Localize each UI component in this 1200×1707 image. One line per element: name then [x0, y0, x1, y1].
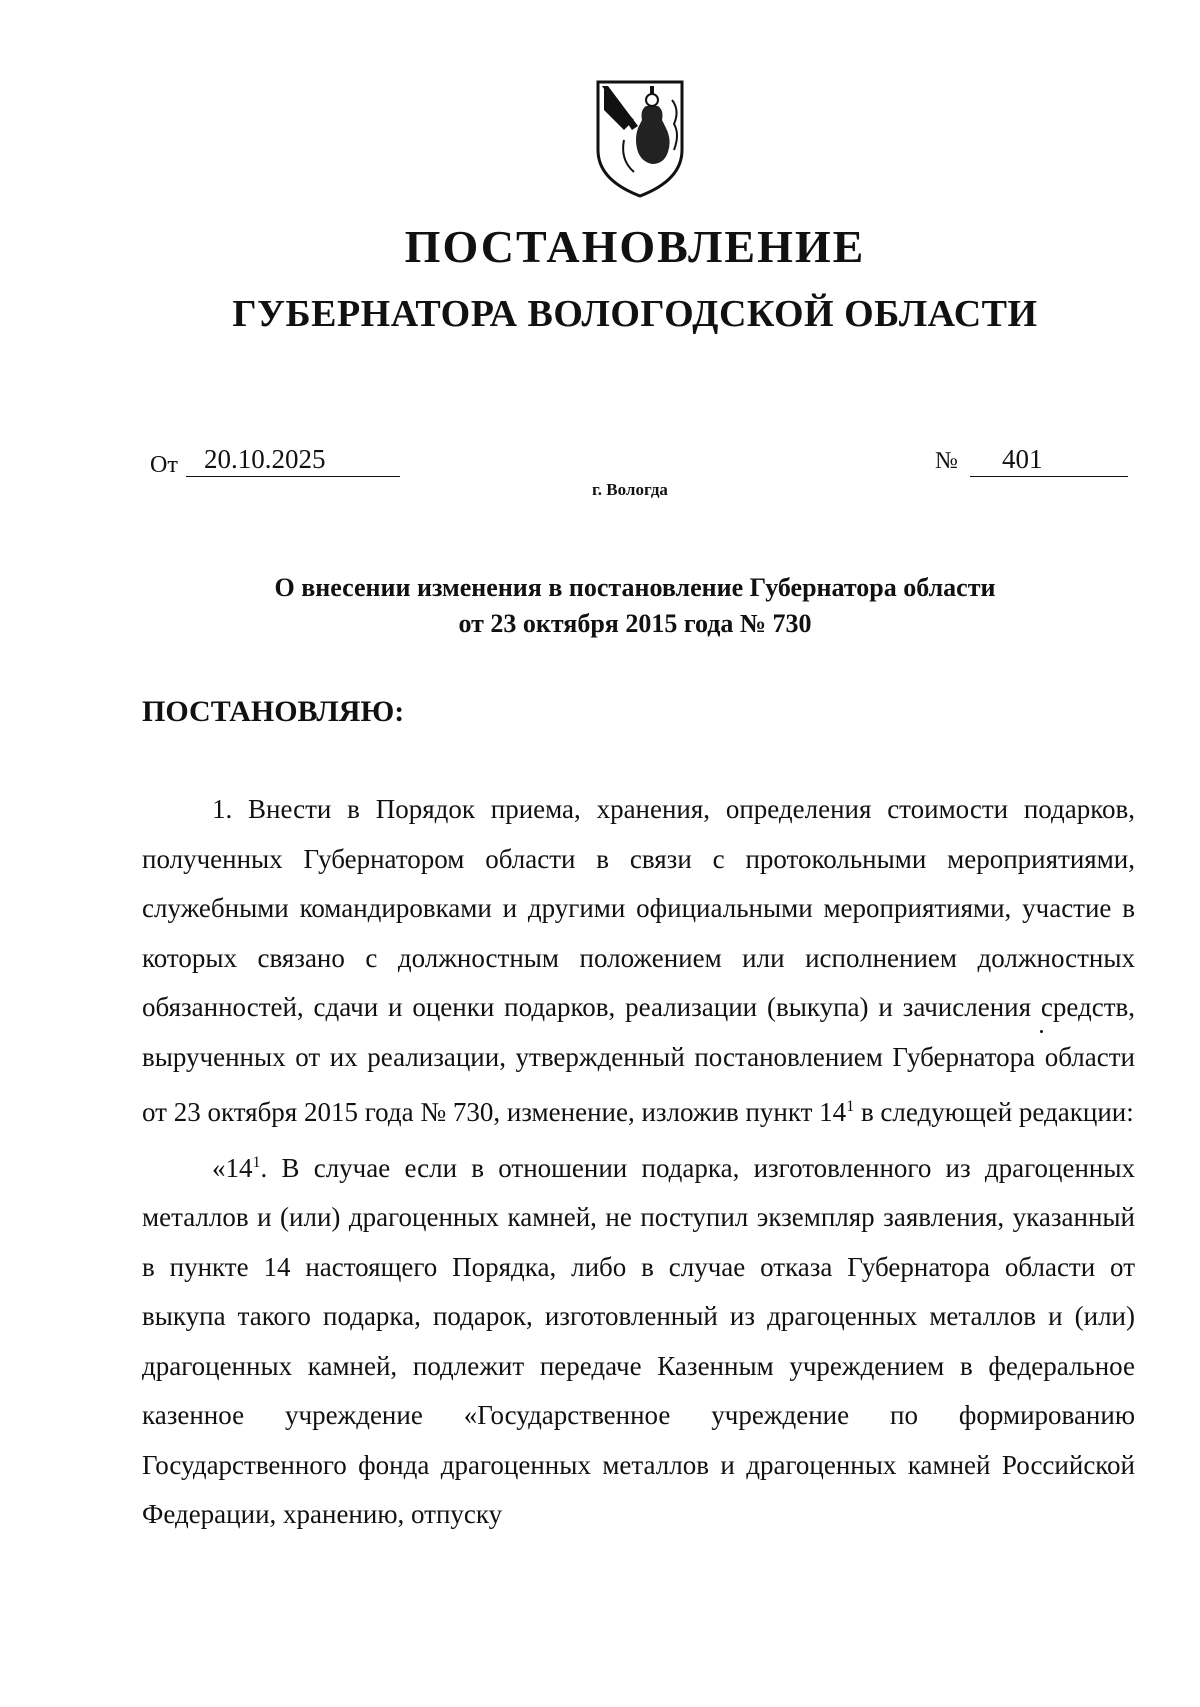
paragraph-1-text: 1. Внести в Порядок приема, хранения, определения стоимости подарков, полученных Губернатором области в связи с протокольными мероприятиями, служебными командировками и другими официальными мероприятиями, участие в которых связано с должностным положением или исполнением должностных обязанностей, сдачи и оценки подарков, реализации (выкупа) и зачисления средств, вырученных от их реализации, утвержденный постановлением Губернатора области от 23 октября 2015 года № 730, изменение, изложив пункт 14 [142, 794, 1135, 1127]
subject-line-1: О внесении изменения в постановление Губернатора области [274, 573, 996, 602]
date-prefix: От [150, 452, 178, 478]
superscript: 1 [252, 1153, 261, 1171]
document-city: г. Вологда [592, 480, 668, 499]
paragraph-2-head: «14 [212, 1152, 253, 1183]
paragraph-1-tail: в следующей редакции: [854, 1097, 1134, 1127]
paragraph-2 [142, 1138, 1135, 1540]
superscript: 1 [846, 1098, 855, 1115]
stray-dot [1040, 1030, 1043, 1033]
document-number: 401 [970, 442, 1128, 477]
coat-of-arms-icon [594, 80, 686, 198]
subject-line-2: от 23 октября 2015 года № 730 [458, 609, 812, 638]
document-subject [0, 570, 1200, 642]
document-issuer: ГУБЕРНАТОРА ВОЛОГОДСКОЙ ОБЛАСТИ [232, 293, 1038, 335]
paragraph-1 [142, 785, 1135, 1138]
document-body [142, 785, 1135, 1540]
document-title: ПОСТАНОВЛЕНИЕ [404, 221, 866, 272]
paragraph-2-text: . В случае если в отношении подарка, изготовленного из драгоценных металлов и (или) драгоценных камней, не поступил экземпляр заявления, указанный в пункте 14 настоящего Порядка, либо в случае отказа Губернатора области от выкупа такого подарка, подарок, изготовленный из драгоценных металлов и (или) драгоценных камней, подлежит передаче Казенным учреждением в федеральное казенное учреждение «Государственное учреждение по формированию Государственного фонда драгоценных металлов и драгоценных камней Российской Федерации, хранению, отпуску [142, 1152, 1135, 1529]
decree-word: ПОСТАНОВЛЯЮ: [142, 695, 405, 728]
number-prefix: № [935, 448, 958, 474]
document-date: 20.10.2025 [186, 442, 400, 477]
